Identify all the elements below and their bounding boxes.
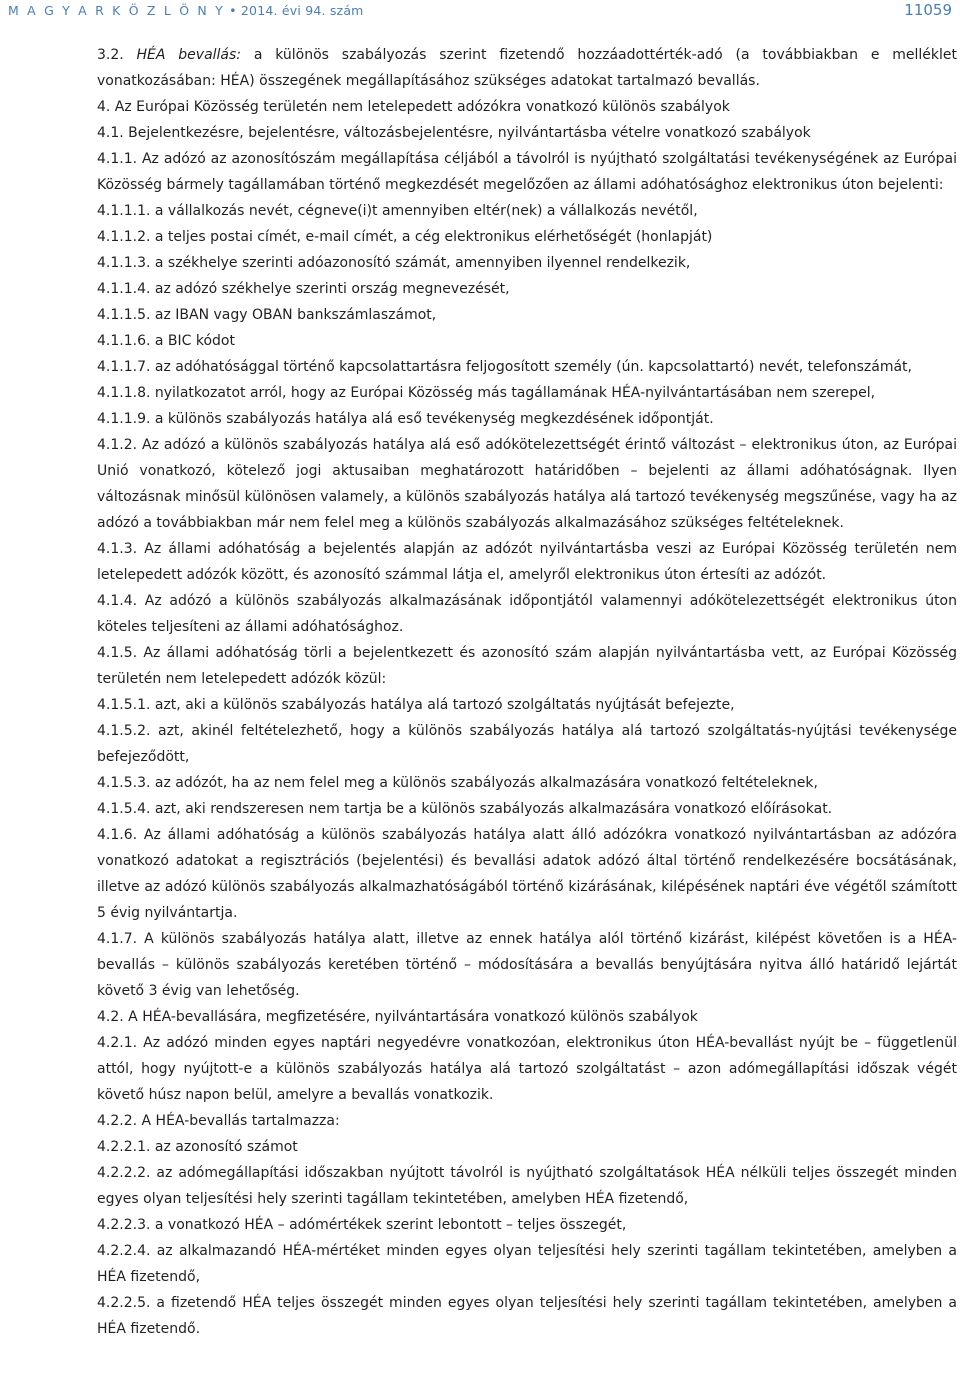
paragraph-4-2-2: 4.2.2. A HÉA-bevallás tartalmazza: <box>97 1113 340 1129</box>
document-body <box>97 42 957 1342</box>
paragraph-4-1-7: 4.1.7. A különös szabályozás hatálya alatt, illetve az ennek hatálya alól történő kizárást, kilépést követően is a HÉA-bevallás – különös szabályozás keretében történő – módosítására a bevallás benyújtására nyitva álló határidő lejártát követő 3 évig van lehetőség. <box>97 931 957 999</box>
list-item-4-1-5-1: 4.1.5.1. azt, aki a különös szabályozás hatálya alá tartozó szolgáltatás nyújtását befejezte, <box>97 697 735 713</box>
list-item-4-2-2-3: 4.2.2.3. a vonatkozó HÉA – adómértékek szerint lebontott – teljes összegét, <box>97 1217 627 1233</box>
page-header <box>0 0 960 22</box>
paragraph-4-1-6: 4.1.6. Az állami adóhatóság a különös szabályozás hatálya alatt álló adózókra vonatkozó nyilvántartásban az adózóra vonatkozó adatokat a regisztrációs (bejelentési) és bevallási adatok adózó által történő rendelkezésére bocsátásának, illetve az adózó különös szabályozás alkalmazhatóságából történő kizárásának, kilépésének naptári éve végétől számított 5 évig nyilvántartja. <box>97 827 957 921</box>
list-item-4-1-1-4: 4.1.1.4. az adózó székhelye szerinti ország megnevezését, <box>97 281 510 297</box>
section-heading-4: 4. Az Európai Közösség területén nem letelepedett adózókra vonatkozó különös szabályok <box>97 99 730 115</box>
defined-term: HÉA bevallás: <box>136 47 242 63</box>
list-item-4-1-1-2: 4.1.1.2. a teljes postai címét, e-mail címét, a cég elektronikus elérhetőségét (honlapját) <box>97 229 713 245</box>
issue-info: • 2014. évi 94. szám <box>229 3 364 18</box>
paragraph-4-1-5: 4.1.5. Az állami adóhatóság törli a bejelentkezett és azonosító szám alapján nyilvántartásba vett, az Európai Közösség területén nem letelepedett adózók közül: <box>97 645 957 687</box>
list-item-4-1-1-8: 4.1.1.8. nyilatkozatot arról, hogy az Európai Közösség más tagállamának HÉA-nyilvántartásában nem szerepel, <box>97 385 876 401</box>
paragraph-prefix: 3.2. <box>97 47 137 63</box>
paragraph-4-1-1: 4.1.1. Az adózó az azonosítószám megállapítása céljából a távolról is nyújtható szolgáltatási tevékenységének az Európai Közösség bármely tagállamában történő megkezdését megelőzően az állami adóhatósághoz elektronikus úton bejelenti: <box>97 151 957 193</box>
list-item-4-1-1-5: 4.1.1.5. az IBAN vagy OBAN bankszámlaszámot, <box>97 307 437 323</box>
list-item-4-2-2-1: 4.2.2.1. az azonosító számot <box>97 1139 298 1155</box>
paragraph-4-1-3: 4.1.3. Az állami adóhatóság a bejelentés alapján az adózót nyilvántartásba veszi az Európai Közösség területén nem letelepedett adózók között, és azonosító számmal látja el, amelyről elektronikus úton értesíti az adózót. <box>97 541 957 583</box>
paragraph-4-2-1: 4.2.1. Az adózó minden egyes naptári negyedévre vonatkozóan, elektronikus úton HÉA-bevallást nyújt be – függetlenül attól, hogy nyújtott-e a különös szabályozás hatálya alá tartozó szolgáltatást – azon adómegállapítási időszak végét követő húsz napon belül, amelyre a bevallás vonatkozik. <box>97 1035 957 1103</box>
paragraph-3-2 <box>97 42 957 94</box>
list-item-4-2-2-5: 4.2.2.5. a fizetendő HÉA teljes összegét minden egyes olyan teljesítési hely szerinti tagállam tekintetében, amelyben a HÉA fizetendő. <box>97 1295 957 1337</box>
section-heading-4-1: 4.1. Bejelentkezésre, bejelentésre, változásbejelentésre, nyilvántartásba vételre vonatkozó szabályok <box>97 125 811 141</box>
paragraph-4-1-4: 4.1.4. Az adózó a különös szabályozás alkalmazásának időpontjától valamennyi adókötelezettségét elektronikus úton köteles teljesíteni az állami adóhatósághoz. <box>97 593 957 635</box>
section-heading-4-2: 4.2. A HÉA-bevallására, megfizetésére, nyilvántartására vonatkozó különös szabályok <box>97 1009 698 1025</box>
list-item-4-1-5-3: 4.1.5.3. az adózót, ha az nem felel meg a különös szabályozás alkalmazására vonatkozó feltételeknek, <box>97 775 818 791</box>
list-item-4-1-1-7: 4.1.1.7. az adóhatósággal történő kapcsolattartásra feljogosított személy (ún. kapcsolattartó) nevét, telefonszámát, <box>97 359 912 375</box>
list-item-4-1-1-9: 4.1.1.9. a különös szabályozás hatálya alá eső tevékenység megkezdésének időpontját. <box>97 411 714 427</box>
paragraph-text: a különös szabályozás szerint fizetendő hozzáadottérték-adó (a továbbiakban e melléklet vonatkozásában: HÉA) összegének megállapításához szükséges adatokat tartalmazó bevallás. <box>97 47 957 89</box>
list-item-4-1-1-6: 4.1.1.6. a BIC kódot <box>97 333 235 349</box>
page-number: 11059 <box>904 1 952 19</box>
list-item-4-2-2-2: 4.2.2.2. az adómegállapítási időszakban nyújtott távolról is nyújtható szolgáltatások HÉA nélküli teljes összegét minden egyes olyan teljesítési hely szerinti tagállam tekintetében, amelyben HÉA fizetendő, <box>97 1165 957 1207</box>
journal-name: M A G Y A R K Ö Z L Ö N Y <box>8 3 225 18</box>
list-item-4-1-1-1: 4.1.1.1. a vállalkozás nevét, cégneve(i)t amennyiben eltér(nek) a vállalkozás nevétől, <box>97 203 698 219</box>
list-item-4-2-2-4: 4.2.2.4. az alkalmazandó HÉA-mértéket minden egyes olyan teljesítési hely szerinti tagállam tekintetében, amelyben a HÉA fizetendő, <box>97 1243 957 1285</box>
paragraph-4-1-2: 4.1.2. Az adózó a különös szabályozás hatálya alá eső adókötelezettségét érintő változást – elektronikus úton, az Európai Unió vonatkozó, kötelező jogi aktusaiban meghatározott határidőben – bejelenti az állami adóhatóságnak. Ilyen változásnak minősül különösen valamely, a különös szabályozás hatálya alá tartozó tevékenység megszűnése, vagy ha az adózó a továbbiakban már nem felel meg a különös szabályozás alkalmazásához szükséges feltételeknek. <box>97 437 957 531</box>
list-item-4-1-1-3: 4.1.1.3. a székhelye szerinti adóazonosító számát, amennyiben ilyennel rendelkezik, <box>97 255 691 271</box>
list-item-4-1-5-4: 4.1.5.4. azt, aki rendszeresen nem tartja be a különös szabályozás alkalmazására vonatkozó előírásokat. <box>97 801 833 817</box>
list-item-4-1-5-2: 4.1.5.2. azt, akinél feltételezhető, hogy a különös szabályozás hatálya alá tartozó szolgáltatás-nyújtási tevékenysége befejeződött, <box>97 723 957 765</box>
journal-title <box>8 3 364 18</box>
